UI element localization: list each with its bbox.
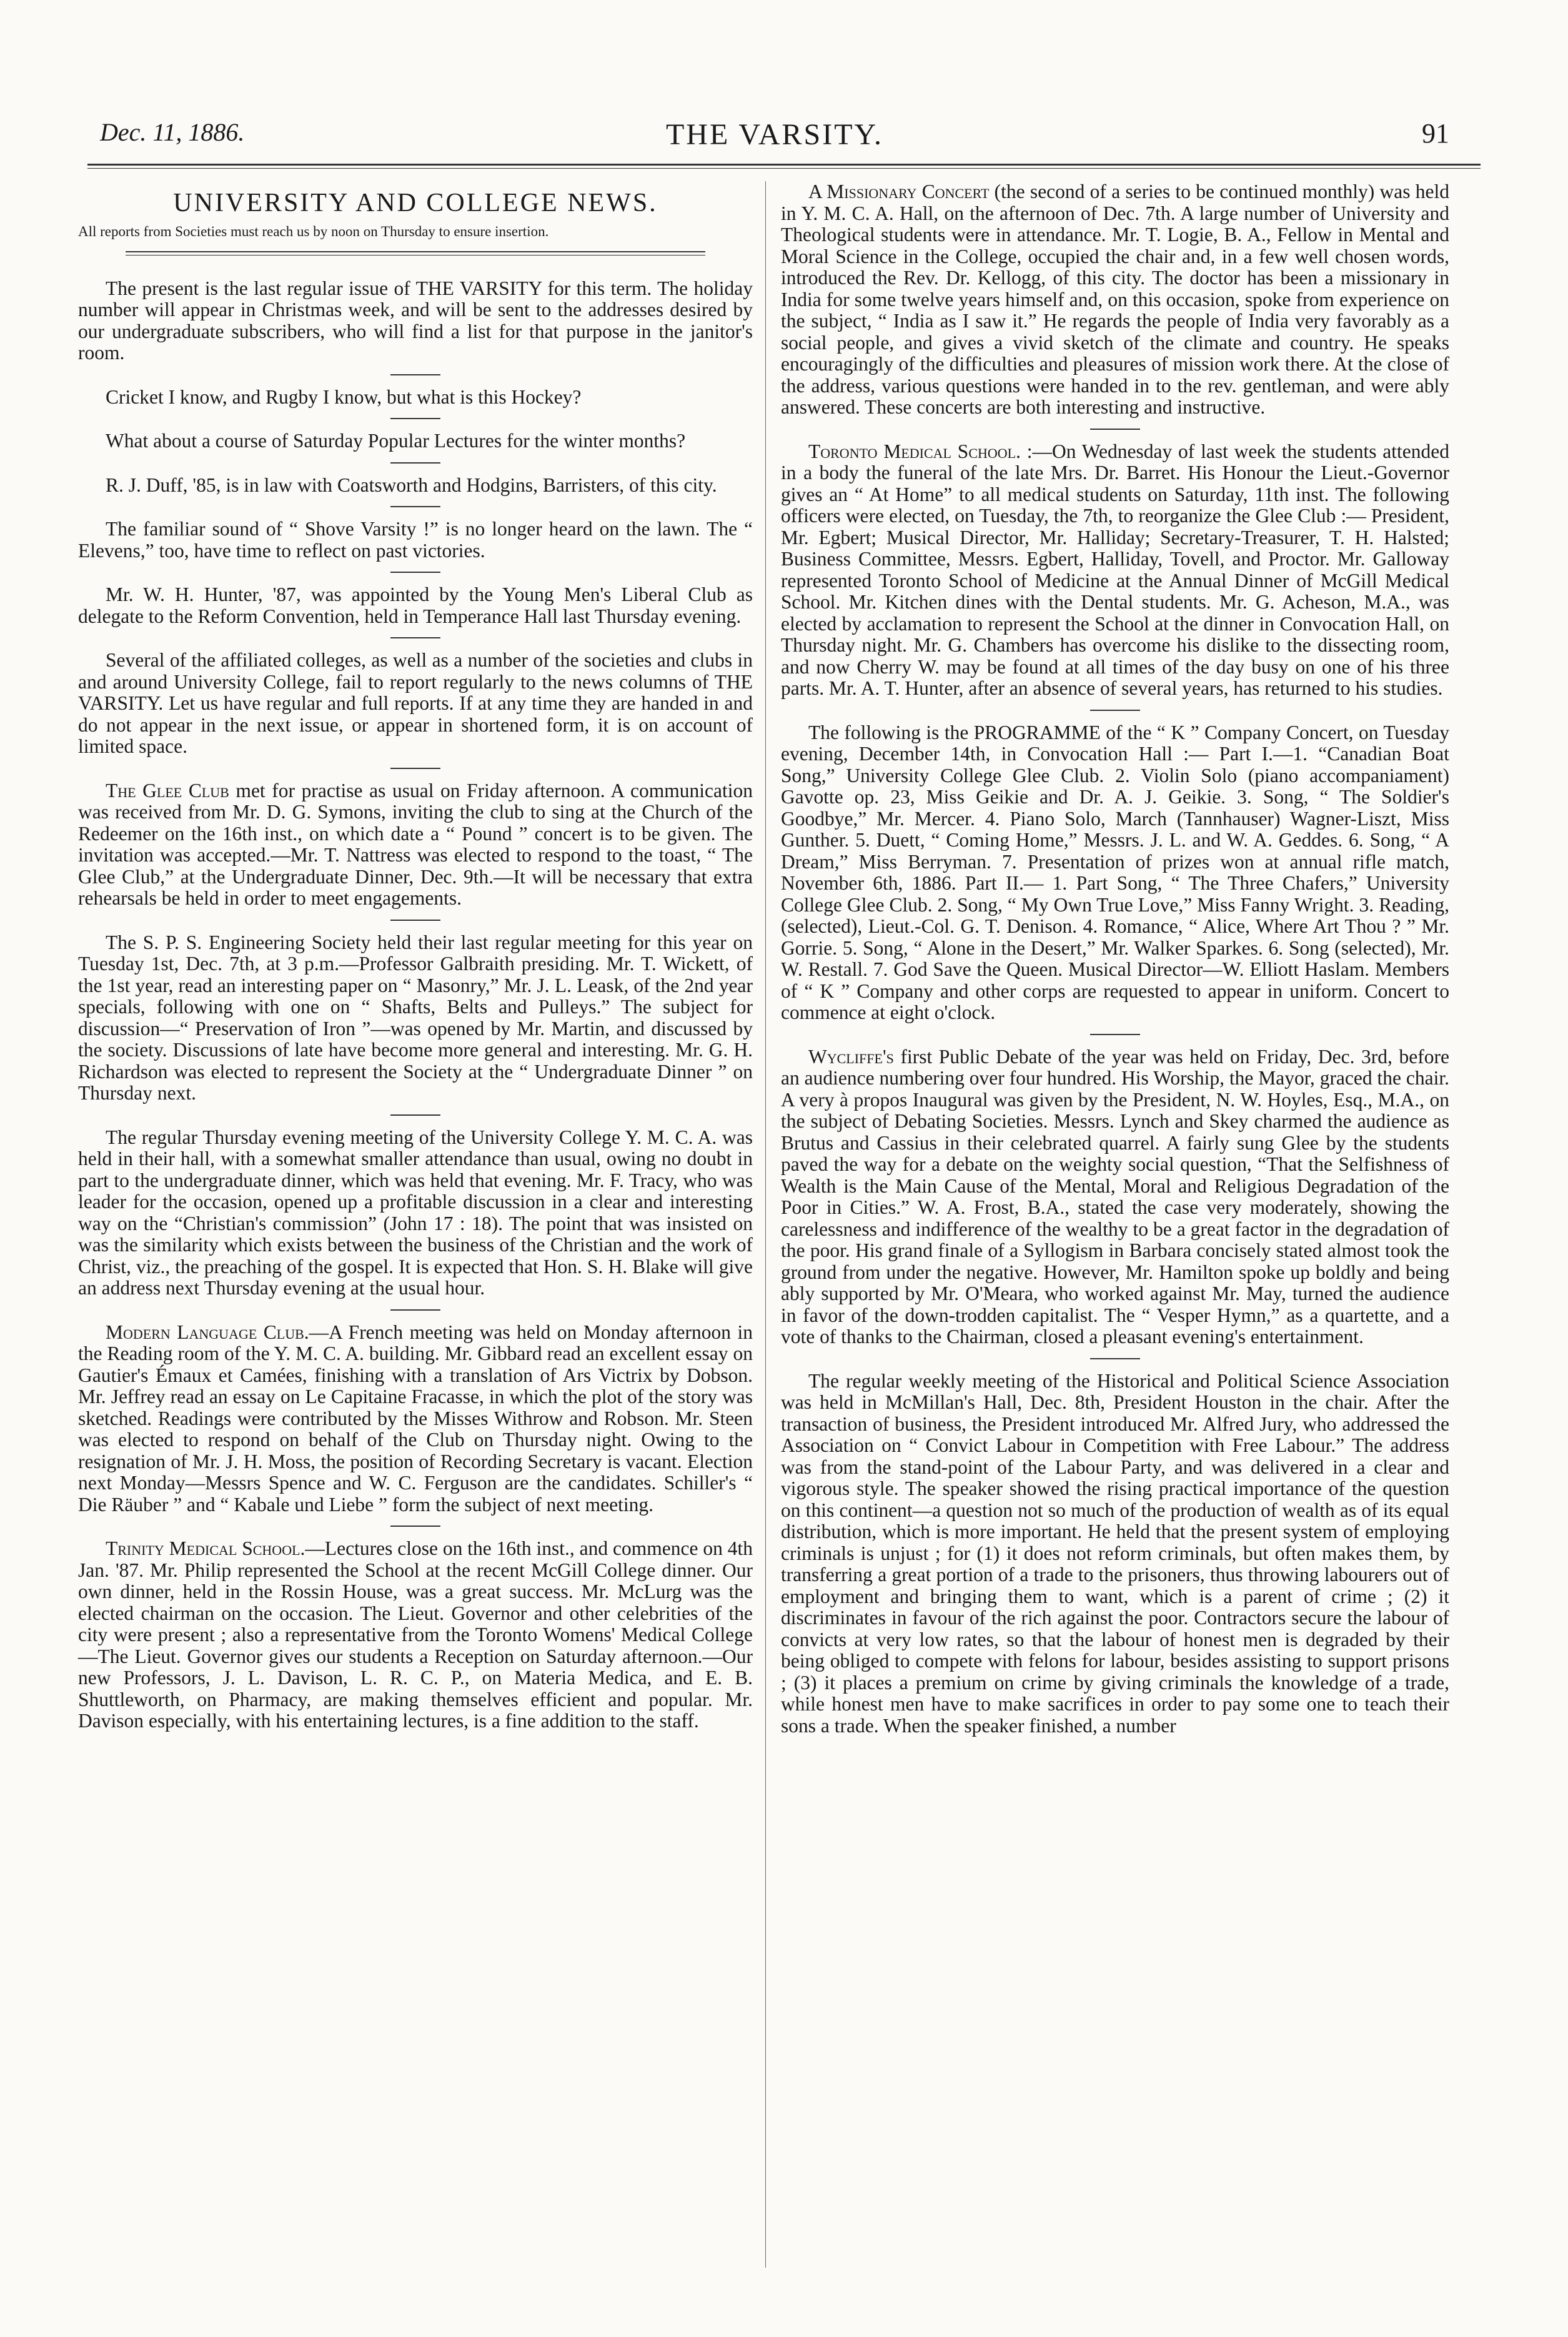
- item-separator: [390, 462, 440, 464]
- item-separator: [390, 1526, 440, 1527]
- item-text: Mr. W. H. Hunter, '87, was appointed by the Young Men's Liberal Club as delegate to the Reform Convention, held in Temperance Hall last Thursday evening.: [78, 583, 753, 627]
- item-separator: [1090, 710, 1140, 711]
- item-separator: [390, 637, 440, 638]
- column-divider: [765, 181, 766, 2268]
- news-item: [781, 1371, 1449, 1737]
- item-text: What about a course of Saturday Popular Lectures for the winter months?: [106, 430, 686, 452]
- issue-date: Dec. 11, 1886.: [100, 118, 245, 146]
- page-number: 91: [1422, 118, 1449, 149]
- section-heading: UNIVERSITY AND COLLEGE NEWS.: [173, 189, 658, 217]
- news-item: [78, 519, 753, 562]
- item-separator: [390, 768, 440, 769]
- left-news-items: [78, 278, 753, 1732]
- news-item: [78, 278, 753, 364]
- item-text: The familiar sound of “ Shove Varsity !” is no longer heard on the lawn. The “ Elevens,” too, have time to reflect on past victories.: [78, 518, 753, 562]
- item-separator: [390, 1114, 440, 1116]
- news-item: [78, 650, 753, 758]
- news-item: [78, 475, 753, 497]
- news-item: [78, 430, 753, 452]
- item-separator: [390, 374, 440, 375]
- news-item: [78, 1538, 753, 1732]
- item-text: Several of the affiliated colleges, as well as a number of the societies and clubs in and around University College, fail to report regularly to the news columns of THE VARSITY. Let us have regular and full reports. If at any time they are handed in and do not appear in the next issue, or appear in shortened form, it is on account of limited space.: [78, 649, 753, 757]
- item-text: —A French meeting was held on Monday afternoon in the Reading room of the Y. M. C. A. building. Mr. Gibbard read an excellent essay on Gautier's Émaux et Camées, finishing with a translation of Ars Victrix by Dobson. Mr. Jeffrey read an essay on Le Capitaine Fracasse, in which the plot of the story was sketched. Readings were contributed by the Misses Withrow and Robson. Mr. Steen was elected to respond on behalf of the Club on Thursday night. Owing to the resignation of Mr. J. H. Moss, the position of Recording Secretary is vacant. Election next Monday—Messrs Spence and W. C. Ferguson are the candidates. Schiller's “ Die Räuber ” and “ Kabale und Liebe ” form the subject of next meeting.: [78, 1321, 753, 1516]
- item-text: The present is the last regular issue of THE VARSITY for this term. The holiday number will appear in Christmas week, and will be sent to the addresses desired by our undergraduate subscribers, who will find a list for that purpose in the janitor's room.: [78, 277, 753, 364]
- item-text: (the second of a series to be continued monthly) was held in Y. M. C. A. Hall, on the afternoon of Dec. 7th. A large number of University and Theological students were in attendance. Mr. T. Logie, B. A., Fellow in Mental and Moral Science in the College, occupied the chair and, in a few well chosen words, introduced the Rev. Dr. Kellogg, of this city. The doctor has been a missionary in India for some twelve years himself and, on this occasion, spoke from experience on the subject, “ India as I saw it.” He regards the people of India very favorably as a social people, and gives a vivid sketch of the climate and country. He speaks encouragingly of the difficulties and pleasures of mission work there. At the close of the address, various questions were handed in to the rev. gentleman, and were ably answered. These concerts are both interesting and instructive.: [781, 181, 1449, 418]
- item-text: first Public Debate of the year was held on Friday, Dec. 3rd, before an audience numbering over four hundred. His Worship, the Mayor, graced the chair. A very à propos Inaugural was given by the President, N. W. Hoyles, Esq., M.A., on the subject of Debating Societies. Messrs. Lynch and Skey charmed the audience as Brutus and Cassius in their celebrated quarrel. A fairly sung Glee by the students paved the way for a debate on the weighty social question, “That the Selfishness of Wealth is the Main Cause of the Mental, Moral and Religious Degradation of the Poor in Cities.” W. A. Frost, B.A., stated the case very moderately, showing the carelessness and indifference of the wealthy to be a great factor in the degradation of the poor. His grand finale of a Syllogism in Barbara concisely stated almost took the ground from under the negative. However, Mr. Hamilton spoke up boldly and being ably supported by Mr. O'Meara, who worked against Mr. May, turned the audience in favor of the down-trodden capitalist. The “ Vesper Hymn,” as a quartette, and a vote of thanks to the Chairman, closed a pleasant evening's entertainment.: [781, 1045, 1449, 1347]
- item-text: R. J. Duff, '85, is in law with Coatsworth and Hodgins, Barristers, of this city.: [106, 474, 717, 496]
- left-column: [78, 181, 753, 1732]
- heading-rule: [126, 251, 706, 256]
- news-item: [78, 387, 753, 409]
- item-text: The regular Thursday evening meeting of the University College Y. M. C. A. was held in their hall, with a somewhat smaller attendance than usual, owing no doubt in part to the undergraduate dinner, which was held that evening. Mr. F. Tracy, who was leader for the occasion, opened up a profitable discussion in a clear and interesting way on the “Christian's commission” (John 17 : 18). The point that was insisted on was the similarity which exists between the business of the Christian and the work of Christ, viz., the preaching of the gospel. It is expected that Hon. S. H. Blake will give an address next Thursday evening at the usual hour.: [78, 1126, 753, 1299]
- submission-notice: All reports from Societies must reach us by noon on Thursday to ensure insertion.: [78, 223, 549, 239]
- news-item: [78, 1322, 753, 1516]
- header-rule: [87, 164, 1481, 169]
- item-separator: [390, 418, 440, 419]
- item-separator: [390, 506, 440, 507]
- news-item: [78, 1127, 753, 1299]
- item-text: —Lectures close on the 16th inst., and commence on 4th Jan. '87. Mr. Philip represented the School at the recent McGill College dinner. Our own dinner, held in the Rossin House, was a great success. Mr. McLurg was the elected chairman on the occasion. The Lieut. Governor and other celebrities of the city were present ; also a representative from the Toronto Womens' Medical College—The Lieut. Governor gives our students a Reception on Saturday afternoon.—Our new Professors, J. L. Davison, L. R. C. P., on Materia Medica, and E. B. Shuttleworth, on Pharmacy, are making themselves efficient and popular. Mr. Davison especially, with his entertaining lectures, is a fine addition to the staff.: [78, 1537, 753, 1732]
- item-lead: A Missionary Concert: [808, 181, 990, 202]
- news-item: [781, 441, 1449, 700]
- news-item: [78, 584, 753, 627]
- news-item: [781, 1046, 1449, 1348]
- right-news-items: [781, 181, 1449, 1737]
- item-separator: [390, 572, 440, 573]
- page-header: [100, 117, 1449, 161]
- item-text: met for practise as usual on Friday afternoon. A communication was received from Mr. D. G. Symons, inviting the club to sing at the Church of the Redeemer on the 16th inst., on which date a “ Pound ” concert is to be given. The invitation was accepted.—Mr. T. Nattress was elected to respond to the toast, “ The Glee Club,” at the Undergraduate Dinner, Dec. 9th.—It will be necessary that extra rehearsals be held in order to meet engagements.: [78, 779, 753, 909]
- item-separator: [1090, 429, 1140, 430]
- item-text: The following is the PROGRAMME of the “ K ” Company Concert, on Tuesday evening, December 14th, in Convocation Hall :— Part I.—1. “Canadian Boat Song,” University College Glee Club. 2. Violin Solo (piano accompaniament) Gavotte op. 23, Miss Geikie and Dr. A. J. Geikie. 3. Song, “ The Soldier's Goodbye,” Mr. Mercer. 4. Piano Solo, March (Tannhauser) Wagner-Liszt, Miss Gunther. 5. Duett, “ Coming Home,” Messrs. J. L. and W. A. Geddes. 6. Song, “ A Dream,” Miss Berryman. 7. Presentation of prizes won at annual rifle match, November 6th, 1886. Part II.— 1. Part Song, “ The Three Chafers,” University College Glee Club. 2. Song, “ My Own True Love,” Miss Fanny Wright. 3. Reading, (selected), Lieut.-Col. G. T. Denison. 4. Romance, “ Alice, Where Art Thou ? ” Mr. Gorrie. 5. Song, “ Alone in the Desert,” Mr. Walker Sparkes. 6. Song (selected), Mr. W. Restall. 7. God Save the Queen. Musical Director—W. Elliott Haslam. Members of “ K ” Company and other corps are requested to appear in uniform. Concert to commence at eight o'clock.: [781, 721, 1449, 1023]
- item-text: The S. P. S. Engineering Society held their last regular meeting for this year on Tuesday 1st, Dec. 7th, at 3 p.m.—Professor Galbraith presiding. Mr. T. Wickett, of the 1st year, read an interesting paper on “ Masonry,” Mr. J. L. Leask, of the 2nd year specials, following with one on “ Shafts, Belts and Pulleys.” The subject for discussion—“ Preservation of Iron ”—was opened by Mr. Martin, and discussed by the society. Discussions of late have become more general and interesting. Mr. G. H. Richardson was elected to represent the Society at the “ Undergraduate Dinner ” on Thursday next.: [78, 931, 753, 1104]
- masthead-title: THE VARSITY.: [665, 118, 884, 151]
- news-item: [78, 780, 753, 910]
- item-text: :—On Wednesday of last week the students attended in a body the funeral of the late Mrs. Dr. Barret. His Honour the Lieut.-Governor gives an “ At Home” to all medical students on Saturday, 11th inst. The following officers were elected, on Tuesday, the 7th, to reorganize the Glee Club :— President, Mr. Egbert; Musical Director, Mr. Halliday; Secretary-Treasurer, T. H. Halsted; Business Committee, Messrs. Egbert, Halliday, Tovell, and Proctor. Mr. Galloway represented Toronto School of Medicine at the Annual Dinner of McGill Medical School. Mr. Kitchen dines with the Dental students. Mr. G. Acheson, M.A., was elected by acclamation to represent the School at the dinner in Convocation Hall, on Thursday night. Mr. G. Chambers has overcome his dislike to the dissecting room, and now Cherry W. may be found at all times of the day busy on one of his three parts. Mr. A. T. Hunter, after an absence of several years, has returned to his studies.: [781, 440, 1450, 699]
- item-separator: [390, 920, 440, 921]
- item-separator: [1090, 1034, 1140, 1035]
- news-item: [781, 722, 1449, 1024]
- news-item: [781, 181, 1449, 419]
- item-separator: [1090, 1358, 1140, 1359]
- item-lead: Wycliffe's: [808, 1045, 894, 1068]
- item-lead: Modern Language Club.: [106, 1321, 309, 1343]
- item-lead: Trinity Medical School.: [106, 1537, 305, 1559]
- right-column: [781, 181, 1449, 1737]
- item-text: Cricket I know, and Rugby I know, but what is this Hockey?: [106, 385, 582, 408]
- item-separator: [390, 1309, 440, 1311]
- item-text: The regular weekly meeting of the Historical and Political Science Association was held in McMillan's Hall, Dec. 8th, President Houston in the chair. After the transaction of business, the President introduced Mr. Alfred Jury, who addressed the Association on “ Convict Labour in Competition with Free Labour.” The address was from the stand-point of the Labour Party, and was delivered in a clear and vigorous style. The speaker showed the rising practical importance of the question on this continent—a question not so much of the production of wealth as of its equal distribution, which is more important. He held that the present system of employing criminals is unjust ; for (1) it does not reform criminals, but often makes them, by transferring a great portion of a trade to the prisoners, thus throwing labourers out of employment and bringing them to want, which is a parent of crime ; (2) it discriminates in favour of the rich against the poor. Contractors secure the labour of convicts at very low rates, so that the labour of honest men is degraded by their being obliged to compete with felons for labour, besides assisting to support prisons ; (3) it places a premium on crime by giving criminals the knowledge of a trade, while honest men have to make sacrifices in order to pay some one to teach their sons a trade. When the speaker finished, a number: [781, 1369, 1449, 1737]
- item-lead: The Glee Club: [106, 779, 229, 801]
- item-lead: Toronto Medical School.: [808, 440, 1021, 462]
- news-item: [78, 932, 753, 1104]
